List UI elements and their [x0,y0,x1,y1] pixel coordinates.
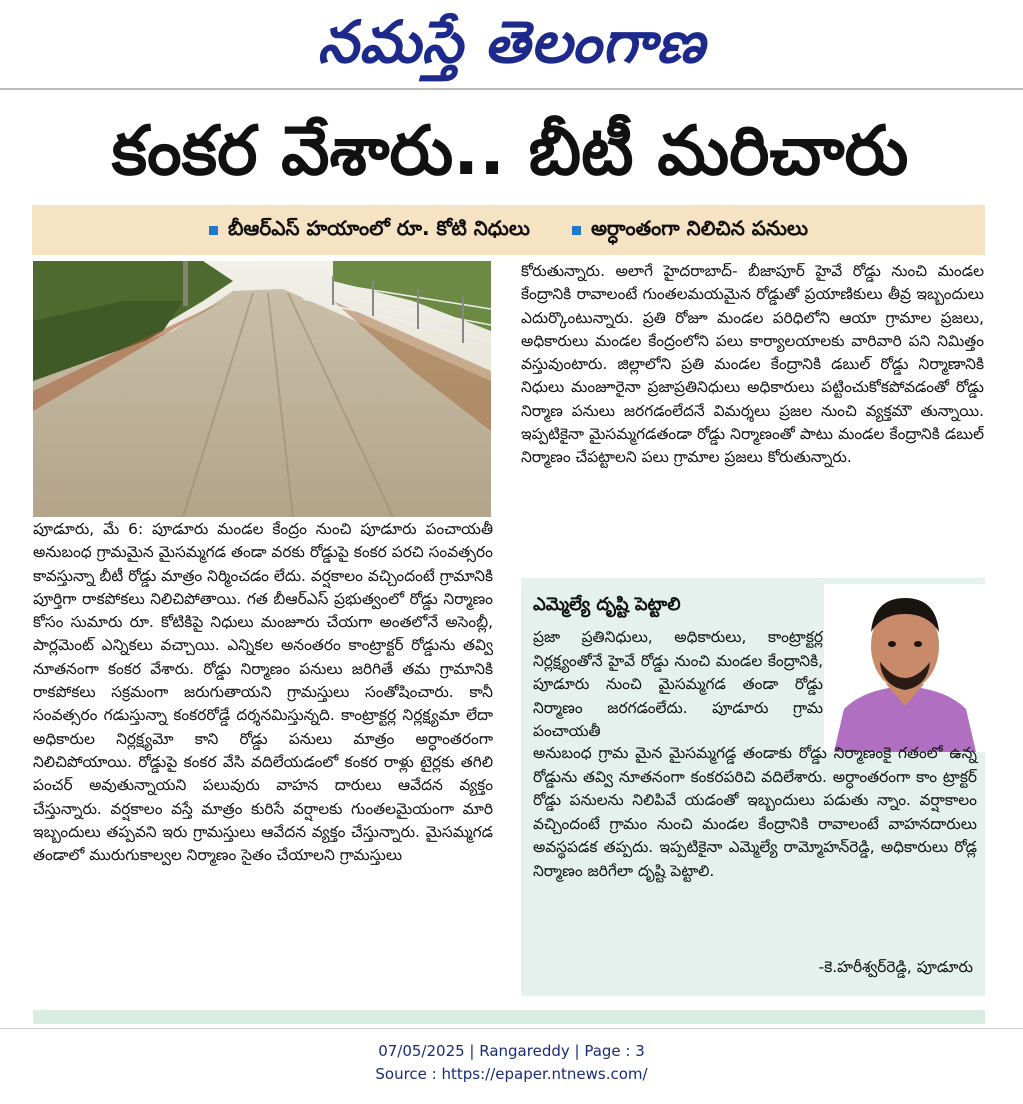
article-paragraph: పూడూరు, మే 6: పూడూరు మండల కేంద్రం నుంచి పూడూరు పంచాయతీ అనుబంధ గ్రామమైన మైసమ్మగడ తండా వరకు రోడ్డుపై కంకర పరచి సంవత్సరం కావస్తున్నా బీటీ రోడ్డు మాత్రం నిర్మించడం లేదు. వర్షకాలం వచ్చిందంటే గ్రామానికి పూర్తిగా రాకపోకలు నిలిచిపోతాయి. గత బీఆర్ఎస్ ప్రభుత్వంలో రోడ్డు నిర్మాణం కోసం సుమారు రూ. కోటికిపై నిధులు మంజూరు చేయగా అంతలోనే అసెంబ్లీ, పార్లమెంట్ ఎన్నికలు వచ్చాయి. ఎన్నికల అనంతరం కాంట్రాక్టర్ రోడ్డును తవ్వి నూతనంగా కంకర వేశారు. రోడ్డు నిర్మాణం పనులు జరిగితే తమ గ్రామానికి రాకపోకలు సక్రమంగా జరుగుతాయని గ్రామస్తులు సంతోషించారు. కానీ సంవత్సరం గడుస్తున్నా కంకరరోడ్డే దర్శనమిస్తున్నది. కాంట్రాక్టర్ల నిర్లక్ష్యమా లేదా అధికారుల నిర్లక్ష్యమో కాని రోడ్డు పనులు మాత్రం అర్ధాంతరంగా నిలిచిపోయాయి. రోడ్డుపై కంకర వేసి వదిలేయడంలో కంకర రాళ్లు టైర్లకు తగిలి పంచర్ అవుతున్నాయని పలువురు వాహన దారులు ఆవేదన వ్యక్తం చేస్తున్నారు. వర్షకాలం వస్తే మాత్రం కురిసే వర్షాలకు గుంతలమైయంగా మారి ఇబ్బందులు తప్పవని ఇరు గ్రామస్తులు ఆవేదన వ్యక్తం చేస్తున్నారు. మైసమ్మగడ తండాలో మురుగుకాల్వల నిర్మాణం సైతం చేయాలని గ్రామస్తులు [33,520,493,865]
subhead-item [209,216,530,245]
footer-source-line[interactable]: Source : https://epaper.ntnews.com/ [375,1065,648,1083]
masthead [0,4,1023,80]
subhead-item [572,216,808,245]
bullet-icon [572,226,581,235]
article-body-right [521,260,984,570]
article-paragraph: కోరుతున్నారు. అలాగే హైదరాబాద్- బీజాపూర్ హైవే రోడ్డు నుంచి మండల కేంద్రానికి రావాలంటే గుంతలమయమైన రోడ్డుతో ప్రయాణికులు తీవ్ర ఇబ్బందులు ఎదుర్కొంటున్నారు. ప్రతి రోజూ మండల పరిధిలోని ఆయా గ్రామాల ప్రజలు, అధికారులు మండల కేంద్రంలోని పలు కార్యాలయాలకు వారివారి పని నిమిత్తం వస్తువుంటారు. జిల్లాలోని ప్రతి మండల కేంద్రానికి డబుల్ రోడ్డు నిర్మాణానికి నిధులు మంజూరైనా ప్రజాప్రతినిధులు అధికారులు పట్టించుకోకపోవడంతో రోడ్డు నిర్మాణ పనులు జరగడంలేదనే విమర్శలు ప్రజల నుంచి వ్యక్తమౌ తున్నాయి. ఇప్పటికైనా మైసమ్మగడతండా రోడ్డు నిర్మాణంతో పాటు మండల కేంద్రానికి డబుల్ నిర్మాణం చేపట్టాలని పలు గ్రామాల ప్రజలు కోరుతున్నారు. [521,262,984,467]
masthead-rule [0,88,1023,90]
sidebar-text-top: ప్రజా ప్రతినిధులు, అధికారులు, కాంట్రాక్టర్ల నిర్లక్ష్యంతోనే హైవే రోడ్డు నుంచి మండల కేంద్రానికి, పూడూరు నుంచి మైసమ్మగడ తండా రోడ్డు నిర్మాణం జరగడంలేదు. పూడూరు గ్రామ పంచాయతీ [533,628,823,740]
person-portrait-illustration [824,584,986,752]
subhead-text: బీఆర్ఎస్ హయాంలో రూ. కోటి నిధులు [228,215,530,240]
footer-rule [0,1028,1023,1029]
article-body-left [33,518,493,998]
headline: కంకర వేశారు.. బీటీ మరిచారు [111,112,909,191]
portrait-photo [824,584,986,752]
road-photo [33,261,491,517]
subhead-bar [32,205,985,255]
footer-date-line: 07/05/2025 | Rangareddy | Page : 3 [378,1042,645,1060]
newspaper-logo: నమస్తే తెలంగాణ [317,8,706,76]
gravel-road-illustration [33,261,491,517]
sidebar-title: ఎమ్మెల్యే దృష్టి పెట్టాలి [533,594,681,615]
sidebar-credit: -కె.హరీశ్వర్‌రెడ్డి, పూడూరు [818,958,973,976]
subhead-text: అర్ధాంతంగా నిలిచిన పనులు [590,215,808,240]
footer-band [33,1010,985,1024]
sidebar-text-bottom: అనుబంధ గ్రామ మైన మైసమ్మగడ్డ తండాకు రోడ్డు నిర్మాణంకై గతంలో ఉన్న రోడ్డును తవ్వి నూతనంగా కంకరపరిచి వదిలేశారు. అర్ధాంతరంగా కాం ట్రాక్టర్ రోడ్డు పనులను నిలిపివే యడంతో ఇబ్బందులు పడుతు న్నాం. వర్షాకాలం వచ్చిందంటే గ్రామం నుంచి మండల కేంద్రానికి రావాలంటే వాహనదారులు అవస్థపడక తప్పదు. ఇప్పటికైనా ఎమ్మెల్యే రామ్మోహన్‌రెడ్డి, అధికారులు రోడ్ల నిర్మాణం జరిగేలా దృష్టి పెట్టాలి. [533,744,977,880]
sidebar-box [521,578,985,996]
bullet-icon [209,226,218,235]
